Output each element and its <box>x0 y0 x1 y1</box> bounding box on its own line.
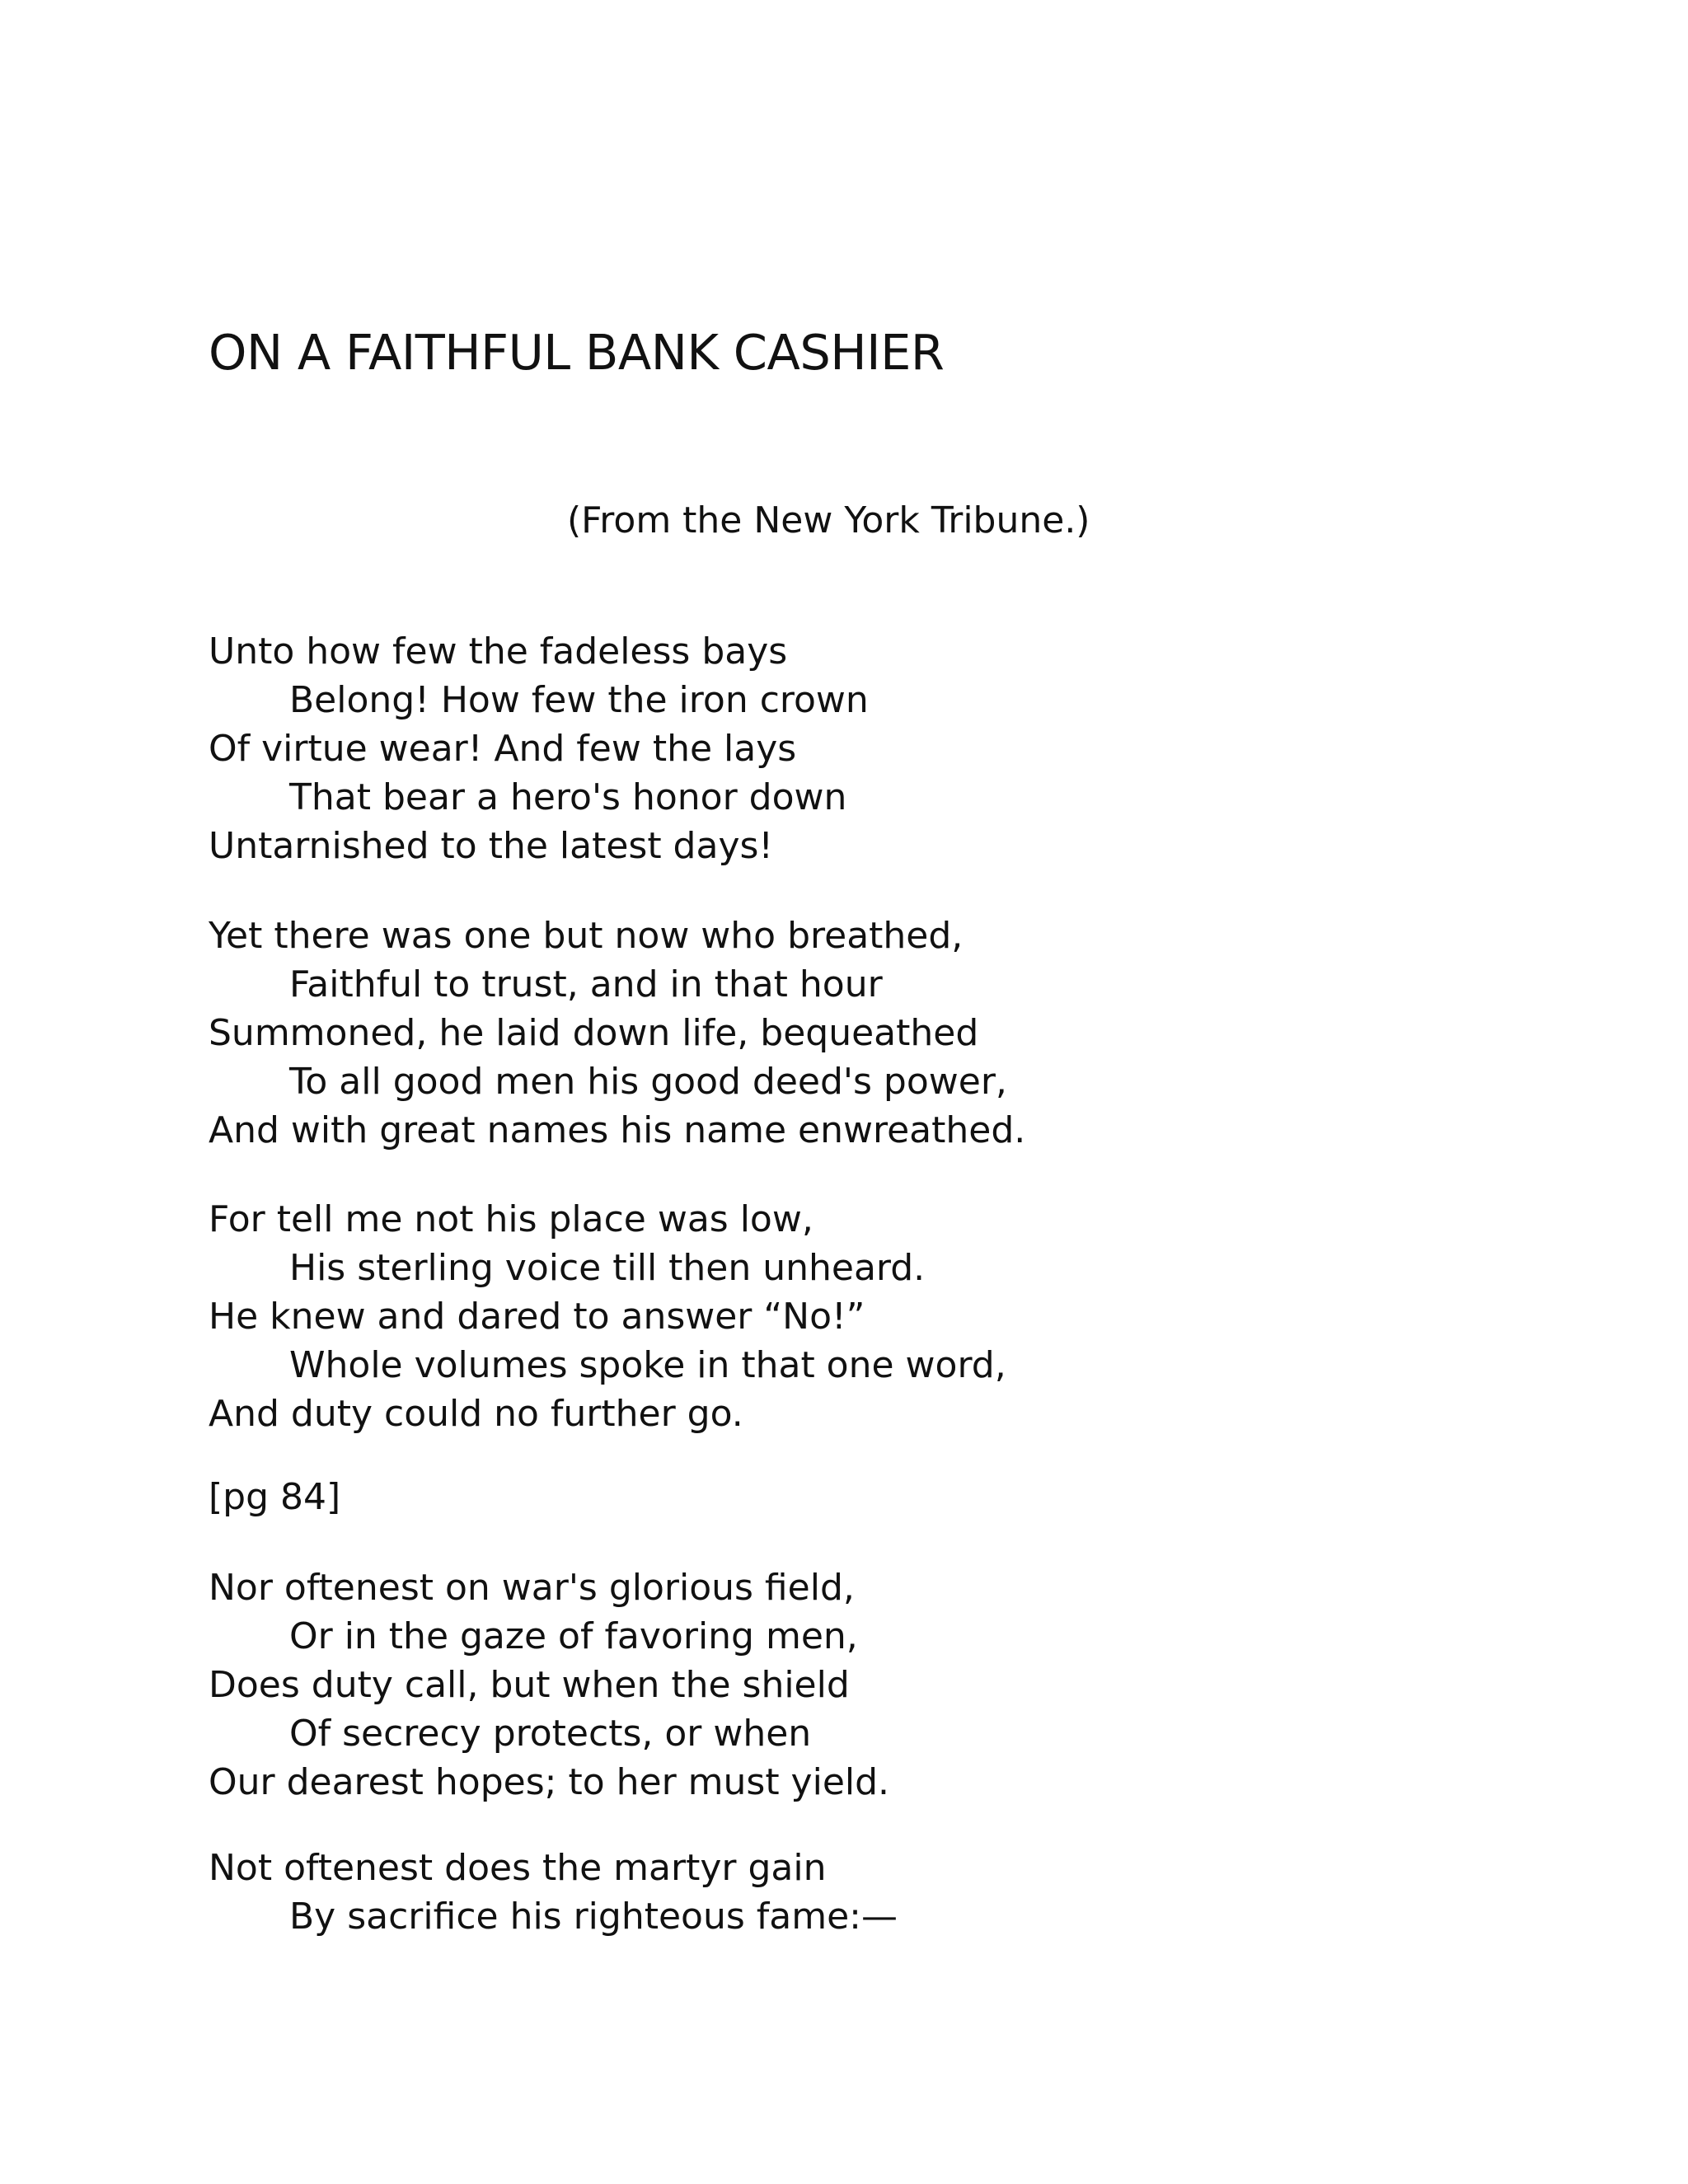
verse-line: That bear a hero's honor down <box>289 776 847 818</box>
verse-line: And with great names his name enwreathed. <box>209 1109 1026 1151</box>
verse-line: Summoned, he laid down life, bequeathed <box>209 1012 979 1054</box>
stanza-5 <box>209 1844 898 1941</box>
stanza-3 <box>209 1195 1006 1438</box>
verse-line: Our dearest hopes; to her must yield. <box>209 1761 890 1803</box>
verse-line: He knew and dared to answer “No!” <box>209 1296 865 1338</box>
stanza-2 <box>209 912 1025 1155</box>
stanza-4 <box>209 1563 889 1807</box>
verse-line: For tell me not his place was low, <box>209 1198 814 1240</box>
verse-line: Untarnished to the latest days! <box>209 825 774 867</box>
verse-line: Unto how few the fadeless bays <box>209 630 788 673</box>
stanza-1 <box>209 627 869 870</box>
verse-line: Of secrecy protects, or when <box>289 1713 812 1755</box>
verse-line: To all good men his good deed's power, <box>289 1061 1007 1103</box>
verse-line: Or in the gaze of favoring men, <box>289 1615 858 1657</box>
verse-line: Faithful to trust, and in that hour <box>289 963 883 1005</box>
verse-line: His sterling voice till then unheard. <box>289 1247 926 1289</box>
verse-line: Belong! How few the iron crown <box>289 679 869 721</box>
verse-line: Nor oftenest on war's glorious field, <box>209 1567 855 1609</box>
verse-line: By sacrifice his righteous fame:— <box>289 1896 898 1938</box>
verse-line: Whole volumes spoke in that one word, <box>289 1344 1006 1386</box>
verse-line: Does duty call, but when the shield <box>209 1664 850 1706</box>
poem-source: (From the New York Tribune.) <box>567 499 1090 541</box>
verse-line: Not oftenest does the martyr gain <box>209 1847 827 1889</box>
verse-line: Yet there was one but now who breathed, <box>209 915 964 957</box>
verse-line: Of virtue wear! And few the lays <box>209 728 797 770</box>
page-marker: [pg 84] <box>209 1476 341 1518</box>
poem-title: ON A FAITHFUL BANK CASHIER <box>209 324 945 381</box>
verse-line: And duty could no further go. <box>209 1393 743 1435</box>
